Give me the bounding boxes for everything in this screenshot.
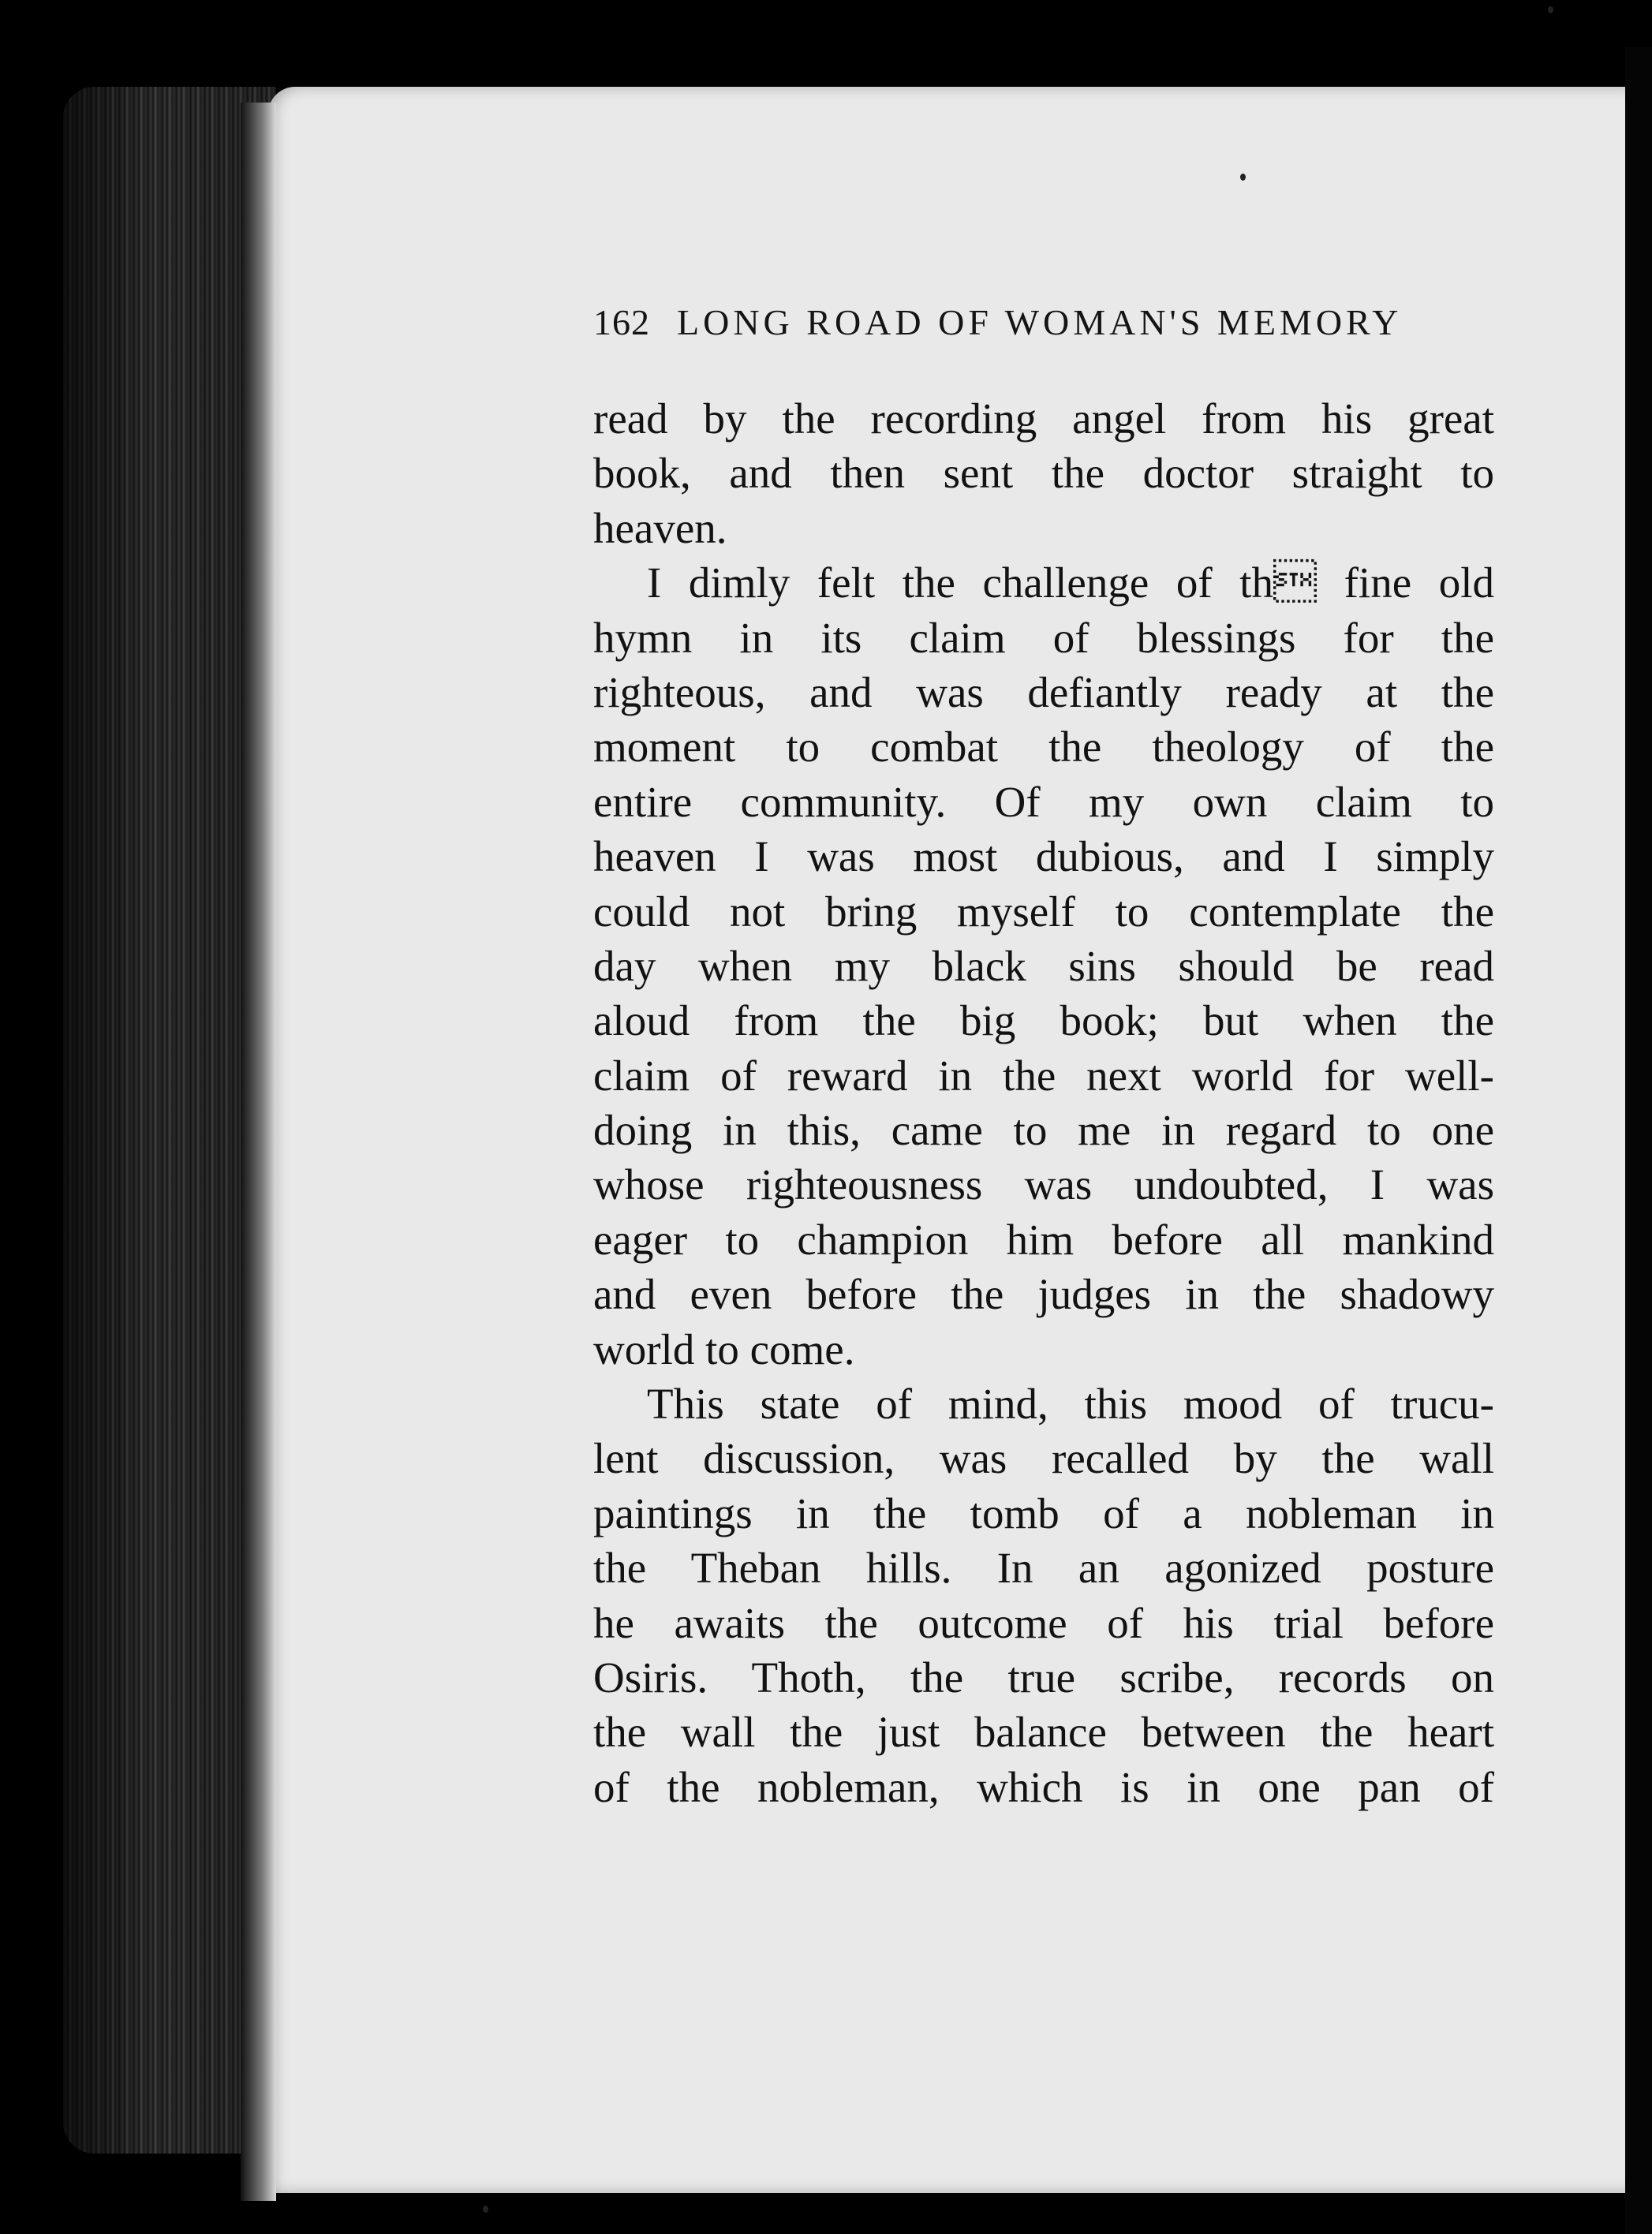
- text-line: paintings in the tomb of a nobleman in: [593, 1489, 1494, 1537]
- text-line: he awaits the outcome of his trial before: [593, 1598, 1494, 1647]
- text-line: Osiris. Thoth, the true scribe, records on: [593, 1653, 1494, 1702]
- text-line: hymn in its claim of blessings for the: [593, 613, 1494, 662]
- text-line: heaven I was most dubious, and I simply: [593, 832, 1494, 881]
- text-line: world to come.: [593, 1324, 855, 1373]
- text-line: doing in this, came to me in regard to one: [593, 1106, 1494, 1155]
- dust-speck: [1548, 6, 1553, 13]
- dust-speck: [1240, 174, 1246, 181]
- text-line: book, and then sent the doctor straight to: [593, 449, 1494, 498]
- text-line: lent discussion, was recalled by the wall: [593, 1434, 1494, 1483]
- text-line: the wall the just balance between the heart: [593, 1708, 1494, 1757]
- text-line: read by the recording angel from his great: [593, 394, 1494, 443]
- gutter-shadow: [241, 103, 276, 2201]
- scan-border-right: [1625, 47, 1652, 2234]
- text-line: I dimly felt the challenge of th fine old: [647, 558, 1494, 607]
- dust-speck: [483, 2206, 488, 2213]
- page-number: 162: [593, 302, 650, 342]
- text-line: aloud from the big book; but when the: [593, 996, 1494, 1045]
- text-line: moment to combat the theology of the: [593, 723, 1494, 771]
- text-line: This state of mind, this mood of trucu-: [647, 1380, 1494, 1429]
- text-line: righteous, and was defiantly ready at the: [593, 667, 1494, 716]
- text-line: entire community. Of my own claim to: [593, 777, 1494, 826]
- text-line: the Theban hills. In an agonized posture: [593, 1544, 1494, 1593]
- text-line: of the nobleman, which is in one pan of: [593, 1762, 1494, 1811]
- text-line: could not bring myself to contemplate the: [593, 887, 1494, 936]
- running-title: LONG ROAD OF WOMAN'S MEMORY: [677, 302, 1403, 342]
- running-head: [593, 301, 1493, 357]
- text-line: eager to champion him before all mankind: [593, 1215, 1494, 1264]
- body-text: [593, 391, 1494, 1814]
- text-line: day when my black sins should be read: [593, 941, 1494, 990]
- text-line: heaven.: [593, 503, 727, 552]
- text-line: whose righteousness was undoubted, I was: [593, 1160, 1494, 1209]
- text-line: and even before the judges in the shadowy: [593, 1270, 1494, 1319]
- text-line: claim of reward in the next world for well-: [593, 1051, 1494, 1100]
